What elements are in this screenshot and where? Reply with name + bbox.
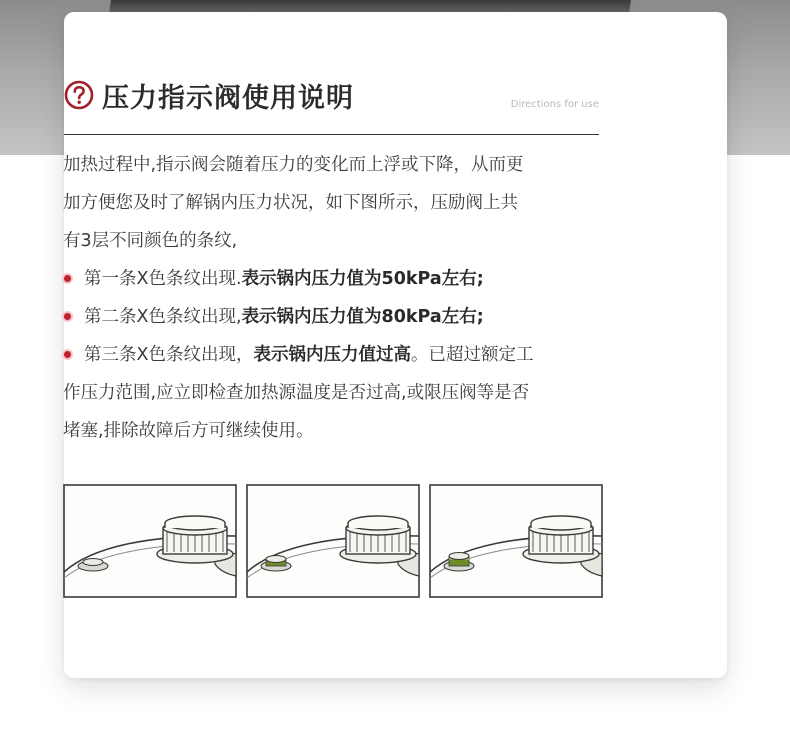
indicator-illustrations (63, 484, 603, 598)
stripe-list-item (63, 298, 603, 336)
item-tail: 。已超过额定工 (411, 345, 534, 365)
bullet-dot-icon (64, 275, 71, 282)
intro-paragraph (63, 146, 603, 260)
intro-line: 加方便您及时了解锅内压力状况，如下图所示，压励阀上共 (63, 193, 518, 213)
item-text: 第一条X色条纹出现. (84, 269, 242, 289)
bullet-dot-icon (64, 351, 71, 358)
section-header (64, 78, 599, 135)
indicator-figure-1 (63, 484, 237, 598)
item-text: 第三条X色条纹出现， (84, 345, 254, 365)
warning-paragraph (63, 374, 603, 450)
item-emphasis: 表示锅内压力值为80kPa左右; (241, 307, 484, 327)
page-title: 压力指示阀使用说明 (102, 83, 354, 114)
indicator-figure-2 (246, 484, 420, 598)
item-text: 第二条X色条纹出现, (84, 307, 242, 327)
intro-line: 加热过程中,指示阀会随着压力的变化而上浮或下降，从而更 (63, 155, 524, 175)
item-emphasis: 表示锅内压力值为50kPa左右; (241, 269, 484, 289)
stripe-list (63, 260, 603, 374)
stripe-list-item (63, 336, 603, 374)
indicator-figure-3 (429, 484, 603, 598)
question-icon (64, 80, 94, 110)
bullet-dot-icon (64, 313, 71, 320)
warning-line: 堵塞,排除故障后方可继续使用。 (63, 421, 314, 441)
item-emphasis: 表示锅内压力值过高 (253, 345, 411, 365)
page-subtitle: Directions for use (510, 99, 599, 110)
stripe-list-item (63, 260, 603, 298)
instruction-body (63, 146, 603, 450)
intro-line: 有3层不同颜色的条纹, (63, 231, 238, 251)
warning-line: 作压力范围,应立即检查加热源温度是否过高,或限压阀等是否 (63, 383, 530, 403)
